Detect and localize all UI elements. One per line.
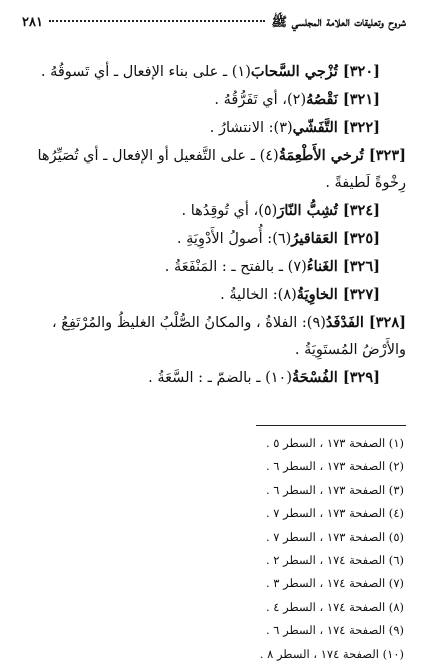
entry-lead: [٣٢٣] تُرخي الأَطْعِمَةُ <box>278 147 406 164</box>
footnote: (٨) الصفحة ١٧٤ ، السطر ٤ . <box>265 599 404 614</box>
footnote: (٧) الصفحة ١٧٤ ، السطر ٣ . <box>265 576 404 591</box>
entry-text: : الفلاةُ ، والمكانُ الصُّلْبُ الغليظُ والمُرْتَفِعُ ، والأَرْضُ المُستَوِيَةُ . <box>51 315 406 358</box>
entry <box>26 142 406 197</box>
footnote-ref: (٤) <box>259 148 279 164</box>
entry-text: ـ بالضمّ ـ : السَّعَةُ . <box>148 370 266 386</box>
footnote: (٦) الصفحة ١٧٤ ، السطر ٢ . <box>265 553 404 568</box>
page-number: ٢٨١ <box>22 15 43 30</box>
entry-lead: [٣٢٧] الخاوِيَةُ <box>296 286 380 303</box>
entry <box>26 225 406 253</box>
entry-text: : أُصولُ الأَدْوِيَةِ . <box>176 231 273 247</box>
entry-text: : الانتشارُ . <box>209 120 274 136</box>
entries-list <box>26 58 406 392</box>
footnote-ref: (٩) <box>306 315 326 331</box>
footnote: (٩) الصفحة ١٧٤ ، السطر ٦ . <box>265 623 404 638</box>
entry-text: : الخاليةُ . <box>220 287 278 303</box>
entry <box>26 364 406 392</box>
footnote-ref: (١) <box>231 64 251 80</box>
entry-lead: [٣٢٦] الغَناءُ <box>306 258 380 275</box>
footnote-ref: (١٠) <box>265 370 292 386</box>
entry-lead: [٣٢٥] العَقاقيرُ <box>291 230 380 247</box>
entry-text: ، أي تَفَرُّقُهُ . <box>214 92 287 108</box>
footnote: (١٠) الصفحة ١٧٤ ، السطر ٨ . <box>259 646 404 661</box>
footnote: (٥) الصفحة ١٧٣ ، السطر ٧ . <box>265 529 404 544</box>
entry <box>26 309 406 364</box>
entry-text: ـ على التَّفعيل أو الإفعال ـ أي تُصَيِّرُها رِخْوةً لَطيفةً . <box>37 148 406 191</box>
entry <box>26 86 406 114</box>
running-header <box>22 14 406 34</box>
entry-lead: [٣٢٨] الفَدْفَدُ <box>325 314 406 331</box>
entry-lead: [٣٢٤] تُشِبُّ النّارَ <box>277 202 380 219</box>
entry-lead: [٣٢٩] الفُسْحَةُ <box>291 369 380 386</box>
entry-text: ، أي تُوقِدُها . <box>181 203 259 219</box>
footnote-ref: (٦) <box>272 231 292 247</box>
footnote-ref: (٧) <box>287 259 307 275</box>
entry-text: ـ بالفتح ـ : المَنْفَعَةُ . <box>164 259 288 275</box>
footnote-separator <box>256 425 406 426</box>
footnote-ref: (٢) <box>286 92 307 108</box>
footnote: (١) الصفحة ١٧٣ ، السطر ٥ . <box>265 436 404 450</box>
footnote: (٤) الصفحة ١٧٣ ، السطر ٧ . <box>265 506 404 521</box>
header-leader-dots <box>49 20 265 22</box>
entry-lead: [٣٢٠] تُزْجي السَّحابَ <box>250 63 380 80</box>
entry <box>26 281 406 309</box>
entry-lead: [٣٢١] نَقْصُهُ <box>306 91 380 108</box>
footnote-ref: (٣) <box>273 120 293 136</box>
footnote: (٢) الصفحة ١٧٣ ، السطر ٦ . <box>265 459 404 474</box>
footnotes-list <box>40 432 404 666</box>
entry <box>26 58 406 86</box>
footnote-ref: (٥) <box>258 203 278 219</box>
header-title: شروح وتعليقات العلامة المجلسي ﷺ <box>271 15 406 30</box>
footnote: (٣) الصفحة ١٧٣ ، السطر ٦ . <box>265 482 404 497</box>
entry <box>26 114 406 142</box>
entry-lead: [٣٢٢] التَّفَشّي <box>292 119 380 136</box>
entry <box>26 253 406 281</box>
entry <box>26 197 406 225</box>
footnote-ref: (٨) <box>277 287 297 303</box>
entry-text: ـ على بناء الإفعال ـ أي تَسوقُهُ . <box>40 64 232 80</box>
